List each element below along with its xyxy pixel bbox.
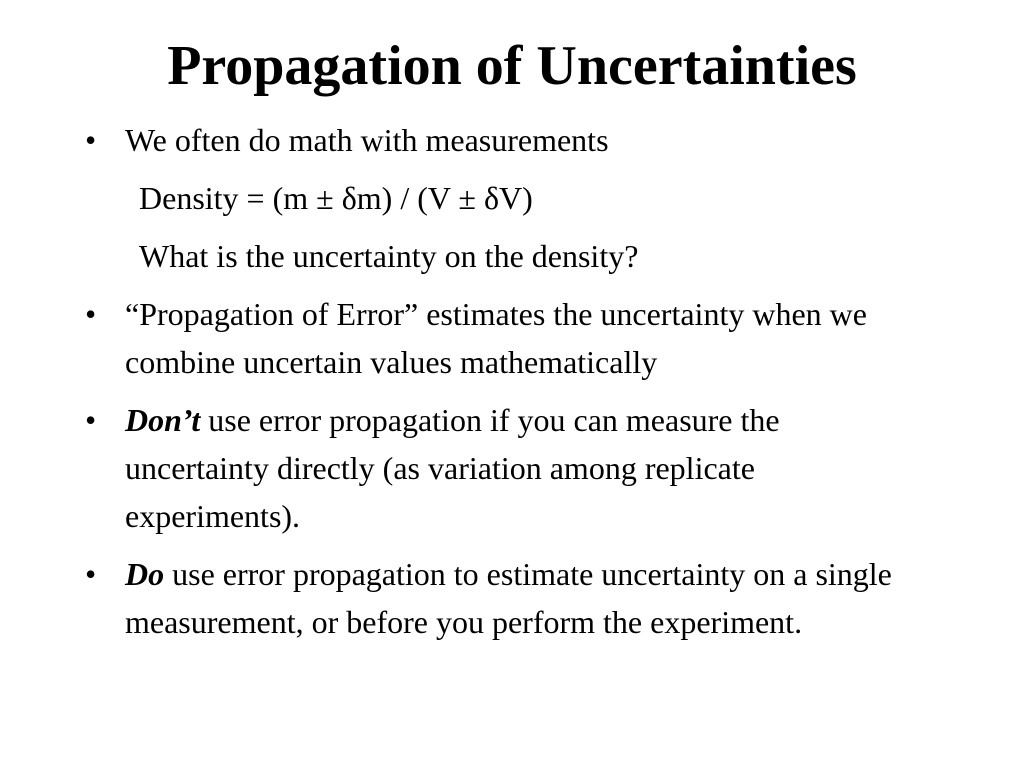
density-formula: Density = (m ± δm) / (V ± δV)	[139, 180, 533, 216]
bullet-marker: •	[85, 556, 97, 592]
bullet-emphasis: Do	[125, 556, 165, 592]
bullet-item-propagation-of-error	[85, 290, 915, 386]
bullet-text: use error propagation if you can measure the uncertainty directly (as variation among replicate experiments).	[125, 402, 780, 534]
bullet-item-math-with-measurements	[85, 116, 915, 164]
bullet-marker: •	[85, 122, 97, 158]
bullet-marker: •	[85, 402, 97, 438]
bullet-marker: •	[85, 296, 97, 332]
bullet-emphasis: Don’t	[125, 402, 201, 438]
bullet-item-dont-use	[85, 396, 915, 540]
bullet-text: We often do math with measurements	[125, 122, 609, 158]
bullet-list	[85, 116, 915, 656]
bullet-item-do-use	[85, 550, 915, 646]
slide-title: Propagation of Uncertainties	[167, 35, 857, 97]
bullet-text: use error propagation to estimate uncertainty on a single measurement, or before you perform the experiment.	[125, 556, 892, 640]
density-question: What is the uncertainty on the density?	[139, 238, 639, 274]
bullet-text: “Propagation of Error” estimates the uncertainty when we combine uncertain values mathematically	[125, 296, 867, 380]
